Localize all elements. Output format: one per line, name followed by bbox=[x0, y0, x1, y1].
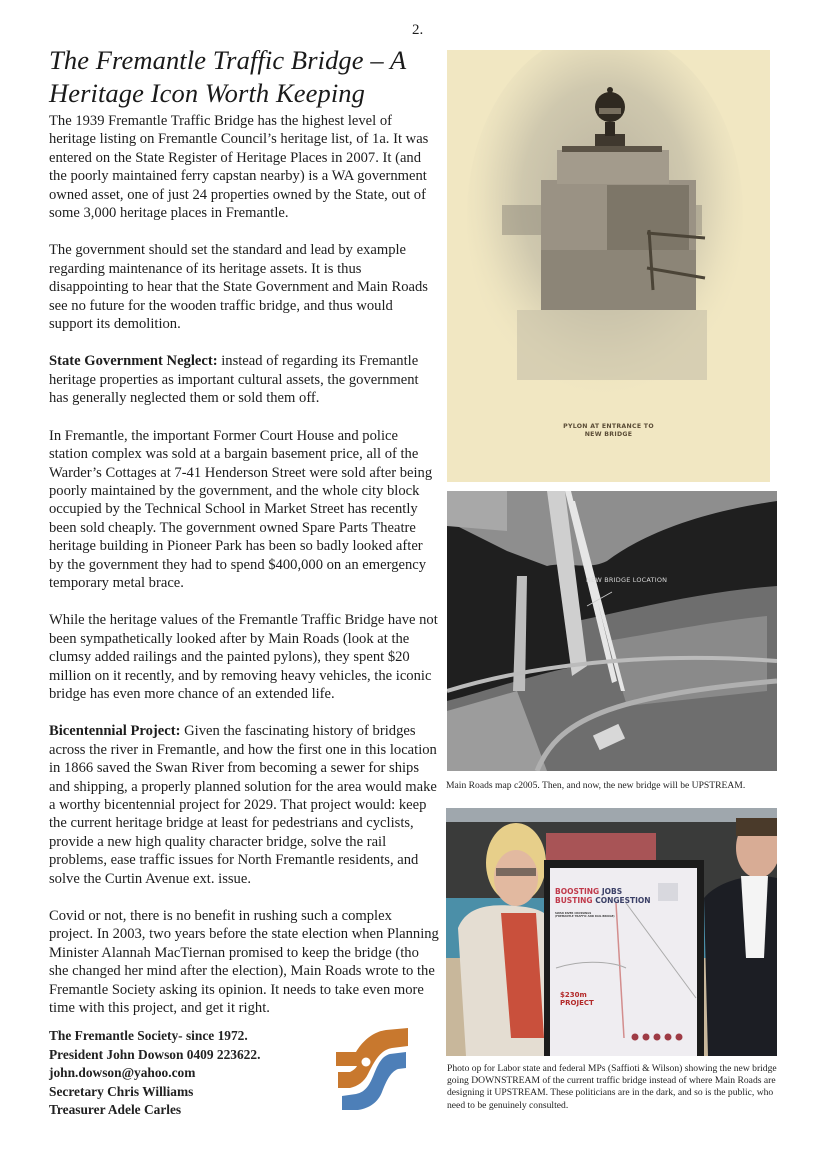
pylon-photo bbox=[447, 50, 770, 482]
paragraph-covid bbox=[49, 907, 439, 1017]
paragraph-text: While the heritage values of the Fremantle Traffic Bridge have not been sympathetically looked after by Main Roads (look at the clumsy added railings and the painted pylons), they spent $20 million on it recently, and by removing heavy vehicles, the iconic bridge has even more chance of an extended life. bbox=[49, 612, 438, 702]
paragraph-lead: State Government Neglect: bbox=[49, 353, 218, 370]
sign-sub-line: (FREMANTLE TRAFFIC AND RAIL BRIDGE) bbox=[555, 915, 615, 919]
photo-op-image bbox=[446, 808, 777, 1056]
paragraph-text: The government should set the standard and lead by example regarding maintenance of its heritage assets. It is thus disappointing to hear that the State Government and Main Roads see no future for the wooden traffic bridge, and thus would support its demolition. bbox=[49, 242, 428, 333]
society-contact-block bbox=[49, 1027, 329, 1120]
society-name: The Fremantle Society- since 1972. bbox=[49, 1028, 248, 1043]
email-link[interactable]: john.dowson@yahoo.com bbox=[49, 1065, 196, 1081]
article-title bbox=[49, 44, 439, 110]
sign-word: JOBS bbox=[601, 887, 623, 896]
sign-word: CONGESTION bbox=[595, 895, 651, 905]
paragraph-text: In Fremantle, the important Former Court House and police station complex was sold at a bargain basement price, all of the Warder’s Cottages at 7-41 Henderson Street were sold after being poorly maintained by the government, and the whole city block occupied by the Technical School in Market Street has recently been sold cheaply. The government owned Spare Parts Theatre heritage building in Pioneer Park has been so badly looked after by the government they had to spend $400,000 on an emergency temporary metal brace. bbox=[49, 427, 433, 591]
new-bridge-location-label: NEW BRIDGE LOCATION bbox=[586, 576, 668, 584]
secretary: Secretary Chris Williams bbox=[49, 1083, 194, 1099]
paragraph-main-roads bbox=[49, 611, 439, 703]
page-number: 2. bbox=[412, 22, 424, 38]
sign-word: BUSTING bbox=[555, 895, 593, 905]
paragraph-text: instead of regarding its Fremantle heritage properties as important cultural assets, the government has generally neglected them or sold them off. bbox=[49, 353, 419, 407]
title-line-2: Heritage Icon Worth Keeping bbox=[49, 78, 365, 108]
paragraph-heritage-listing bbox=[49, 112, 439, 222]
sign-word: BOOSTING bbox=[555, 887, 600, 896]
paragraph-government-standard bbox=[49, 241, 439, 333]
pylon-label-line-1: PYLON AT ENTRANCE TO bbox=[563, 423, 654, 430]
paragraph-text: Covid or not, there is no benefit in rushing such a complex project. In 2003, two years before the state election when Planning Minister Alannah MacTiernan promised to keep the bridge (tho she changed her mind after the election), Main Roads wrote to the Fremantle Society asking its opinion. It needs to take even more time with this project, and get it right. bbox=[49, 908, 439, 1017]
sign-project-line: $230m bbox=[560, 991, 587, 999]
fremantle-society-logo-icon bbox=[336, 1022, 416, 1114]
paragraph-text: The 1939 Fremantle Traffic Bridge has the highest level of heritage listing on Fremantle Council’s heritage list, of 1a. It was entered on the State Register of Heritage Places in 2007. It (and the poorly maintained ferry capstan nearby) is a WA government owned asset, one of just 24 properties owned by the State, out of some 3,000 heritage places in Fremantle. bbox=[49, 113, 429, 222]
aerial-map-caption: Main Roads map c2005. Then, and now, the new bridge will be UPSTREAM. bbox=[446, 780, 746, 791]
sign-project-line: PROJECT bbox=[560, 998, 594, 1007]
paragraph-state-neglect bbox=[49, 352, 439, 407]
treasurer: Treasurer Adele Carles bbox=[49, 1102, 182, 1118]
pylon-label bbox=[447, 423, 770, 439]
photo-op-caption: Photo op for Labor state and federal MPs (Saffioti & Wilson) showing the new bridge going DOWNSTREAM of the current traffic bridge instead of where Main Roads are designing it UPSTREAM. These politicians are in the dark, and so is the public, who need to be genuinely consulted. bbox=[447, 1063, 777, 1111]
title-line-1: The Fremantle Traffic Bridge – A bbox=[49, 45, 407, 75]
paragraph-text: Given the fascinating history of bridges across the river in Fremantle, and how the first one in this location in 1866 saved the Swan River from becoming a sewer for ships and shipping, a properly planned solution for the area would make a worthy bicentennial project for 2029. That project would: keep the current heritage bridge at least for pedestrians and cyclists, provide a new high quality character bridge, solve the rail problems, ease traffic issues for North Fremantle residents, and solve the Curtin Avenue ext. issue. bbox=[49, 723, 437, 887]
sign-sub-line: SWAN RIVER CROSSINGS bbox=[555, 912, 592, 915]
paragraph-bicentennial bbox=[49, 722, 439, 888]
sign-subtitle bbox=[555, 912, 615, 918]
president-contact: President John Dowson 0409 223622. bbox=[49, 1046, 261, 1062]
pylon-label-line-2: NEW BRIDGE bbox=[584, 431, 633, 438]
paragraph-fremantle-sales bbox=[49, 427, 439, 593]
paragraph-lead: Bicentennial Project: bbox=[49, 723, 181, 740]
article bbox=[49, 44, 439, 1036]
sign-project-amount bbox=[560, 992, 594, 1007]
sign-title bbox=[555, 888, 651, 905]
aerial-map-image bbox=[447, 491, 777, 771]
